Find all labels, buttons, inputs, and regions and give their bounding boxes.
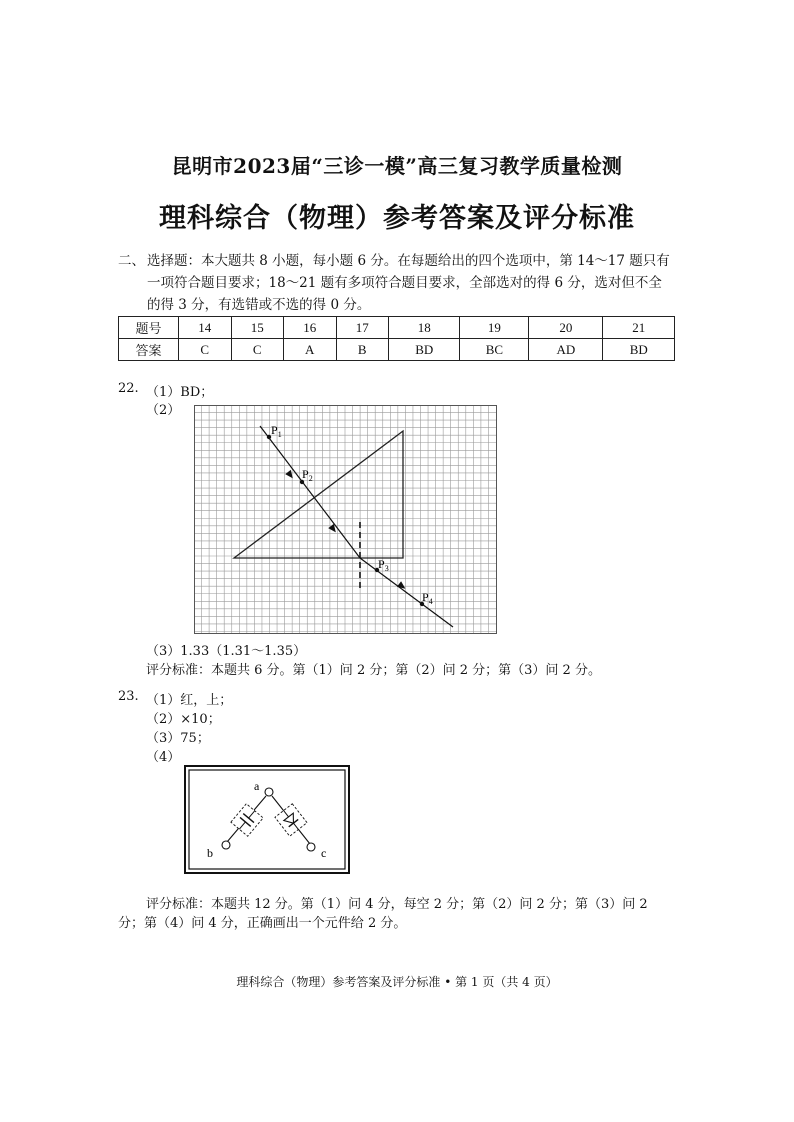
section-2-number: 二、 (118, 253, 145, 269)
pin-p4-label: $P_4$ (422, 590, 433, 606)
terminal-c (307, 843, 315, 851)
q22-scoring: 评分标准：本题共 6 分。第（1）问 2 分；第（2）问 2 分；第（3）问 2 分。 (146, 663, 601, 678)
page-subtitle: 理科综合（物理）参考答案及评分标准 (159, 203, 635, 234)
table-cell: AD (529, 339, 603, 361)
page-footer: 理科综合（物理）参考答案及评分标准 • 第 1 页（共 4 页） (236, 975, 558, 989)
table-header-cell: 答案 (119, 339, 179, 361)
table-header-cell: 题号 (119, 317, 179, 339)
grid-border (195, 406, 497, 634)
q23-scoring-line-1: 评分标准：本题共 12 分。第（1）问 4 分，每空 2 分；第（2）问 2 分；第（3）问 2 (146, 897, 648, 912)
terminal-b (222, 841, 230, 849)
q22-part-2: （2） (146, 403, 181, 418)
table-row-numbers (119, 317, 675, 339)
q22-number: 22. (118, 381, 139, 396)
table-cell: 16 (284, 317, 337, 339)
q22-part-1: （1）BD； (146, 385, 214, 400)
table-cell: 17 (336, 317, 389, 339)
terminal-c-label: c (321, 846, 327, 860)
table-cell: BD (389, 339, 460, 361)
table-cell: A (284, 339, 337, 361)
table-cell: 20 (529, 317, 603, 339)
page-title: 昆明市2023届“三诊一模”高三复习教学质量检测 (171, 154, 623, 178)
table-cell: BC (460, 339, 529, 361)
q23-part-3: （3）75； (146, 731, 210, 746)
q23-part-4: （4） (146, 750, 181, 765)
q23-scoring-line-2: 分；第（4）问 4 分，正确画出一个元件给 2 分。 (118, 916, 407, 931)
q23-part-1: （1）红，上； (146, 693, 233, 708)
q22-part-3: （3）1.33（1.31～1.35） (146, 644, 307, 659)
grid-lines (194, 405, 496, 633)
q23-part-2: （2）×10； (146, 712, 221, 727)
table-cell: 19 (460, 317, 529, 339)
terminal-a (265, 788, 273, 796)
table-cell: 18 (389, 317, 460, 339)
table-cell: 15 (231, 317, 284, 339)
table-cell: C (179, 339, 232, 361)
table-cell: 21 (603, 317, 675, 339)
pin-p2-label: $P_2$ (302, 467, 313, 483)
pin-p1-label: $P_1$ (271, 423, 282, 439)
table-cell: BD (603, 339, 675, 361)
table-cell: C (231, 339, 284, 361)
section-2-line-3: 的得 3 分，有选错或不选的得 0 分。 (147, 297, 371, 313)
pin-p3-label: $P_3$ (378, 557, 389, 573)
terminal-b-label: b (207, 846, 213, 860)
q23-number: 23. (118, 689, 139, 704)
section-2-line-2: 一项符合题目要求；18～21 题有多项符合题目要求，全部选对的得 6 分，选对但不全 (147, 275, 662, 291)
diode-element (275, 804, 307, 836)
table-cell: B (336, 339, 389, 361)
answer-table (118, 316, 675, 361)
table-row-answers (119, 339, 675, 361)
refraction-diagram (194, 405, 500, 637)
section-2-line-1: 选择题：本大题共 8 小题，每小题 6 分。在每题给出的四个选项中，第 14～17 题只有 (147, 253, 670, 269)
terminal-a-label: a (254, 779, 260, 793)
table-cell: 14 (179, 317, 232, 339)
circuit-diagram (184, 765, 350, 875)
